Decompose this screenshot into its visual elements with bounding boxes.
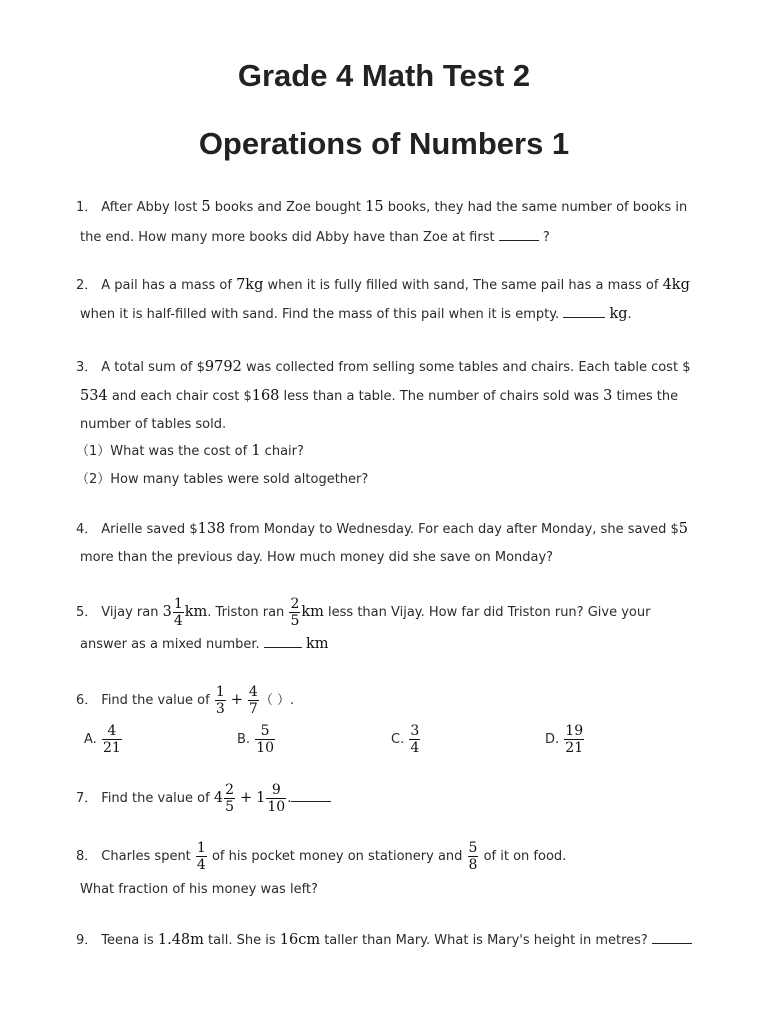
math-value: 9792 — [204, 359, 242, 375]
page-title: Grade 4 Math Test 2 — [237, 58, 531, 93]
fraction — [409, 723, 420, 756]
math-value: 168 — [251, 388, 280, 404]
math-unit: km — [301, 604, 324, 620]
text: when it is fully filled with sand, The same pail has a mass of — [263, 278, 663, 293]
option-label: B. — [237, 732, 251, 747]
text: After Abby lost — [101, 200, 202, 215]
question-8-line-1 — [76, 839, 566, 875]
option-c[interactable] — [391, 722, 421, 758]
question-number: 5． — [76, 605, 98, 620]
fraction — [564, 723, 584, 756]
answer-blank[interactable] — [652, 931, 692, 944]
question-2-line-2 — [80, 305, 632, 323]
text: and each chair cost — [107, 389, 244, 404]
denominator: 4 — [410, 740, 420, 756]
fraction — [255, 723, 275, 756]
denominator: 21 — [565, 740, 584, 756]
fraction — [173, 596, 184, 629]
question-number: 9． — [76, 933, 98, 948]
math-value: 4kg — [662, 277, 690, 293]
text: Find the value of — [101, 791, 214, 806]
text: of his pocket money on stationery and — [207, 849, 467, 864]
fraction — [468, 840, 479, 873]
answer-blank[interactable] — [264, 635, 302, 648]
text: Vijay ran — [101, 605, 163, 620]
numerator: 5 — [255, 723, 275, 740]
denominator: 21 — [102, 740, 121, 756]
question-8-line-2 — [80, 881, 318, 899]
math-value: 3 — [162, 604, 172, 620]
fraction — [102, 723, 122, 756]
currency-symbol: $ — [196, 360, 205, 375]
text: from Monday to Wednesday. For each day after Monday, she saved — [225, 522, 671, 537]
math-value: 5 — [678, 521, 689, 537]
numerator: 2 — [225, 782, 234, 798]
text: books and Zoe bought — [210, 200, 366, 215]
question-number: 7． — [76, 791, 98, 806]
text: （2）How many tables were sold altogether? — [76, 472, 369, 487]
answer-blank[interactable] — [291, 789, 331, 802]
question-6-options — [84, 722, 684, 758]
numerator: 19 — [565, 723, 584, 739]
question-1-line-2 — [80, 228, 550, 246]
math-value: 7kg — [236, 277, 264, 293]
option-label: A. — [84, 732, 97, 747]
question-3-part-2 — [76, 471, 368, 489]
text: the end. How many more books did Abby have than Zoe at first — [80, 230, 499, 245]
fraction — [266, 782, 286, 815]
text: was collected from selling some tables and chairs. Each table cost — [241, 360, 683, 375]
fraction — [289, 596, 300, 629]
numerator: 1 — [196, 840, 206, 856]
denominator: 10 — [267, 799, 286, 815]
text: books, they had the same number of books in — [383, 200, 688, 215]
text: Arielle saved — [101, 522, 190, 537]
question-number: 8． — [76, 849, 98, 864]
math-operator: + — [230, 692, 243, 708]
text: . — [287, 791, 292, 806]
fraction — [224, 782, 235, 815]
text: （1）What was the cost of — [76, 444, 252, 459]
option-label: D. — [545, 732, 560, 747]
answer-blank[interactable] — [563, 305, 605, 318]
question-number: 6． — [76, 693, 98, 708]
text: What fraction of his money was left? — [80, 882, 318, 897]
text: number of tables sold. — [80, 417, 227, 432]
denominator: 8 — [468, 857, 478, 873]
numerator: 4 — [102, 723, 122, 740]
math-value: 534 — [80, 388, 108, 404]
math-value: 5 — [201, 199, 211, 215]
numerator: 3 — [410, 723, 420, 739]
math-value: 138 — [197, 521, 226, 537]
math-value: 3 — [603, 388, 613, 404]
currency-symbol: $ — [189, 522, 198, 537]
question-number: 2． — [76, 278, 98, 293]
denominator: 10 — [256, 740, 275, 756]
fraction — [196, 840, 207, 873]
text: chair? — [260, 444, 304, 459]
denominator: 5 — [290, 613, 300, 629]
text: when it is half-filled with sand. Find the mass of this pail when it is empty. — [80, 307, 564, 322]
question-5-line-1 — [76, 594, 650, 630]
question-4-line-1 — [76, 520, 688, 538]
question-3-line-3 — [80, 416, 226, 434]
text: times the — [612, 389, 679, 404]
text: less than a table. The number of chairs sold was — [279, 389, 604, 404]
denominator: 5 — [225, 799, 234, 815]
math-value: 16cm — [279, 932, 321, 948]
fraction — [215, 684, 226, 717]
question-7-line-1 — [76, 780, 331, 816]
option-b[interactable] — [237, 722, 276, 758]
text: ? — [538, 230, 550, 245]
text: more than the previous day. How much money did she save on Monday? — [80, 550, 554, 565]
page-subtitle: Operations of Numbers 1 — [198, 126, 570, 161]
numerator: 2 — [290, 596, 300, 612]
text: A pail has a mass of — [101, 278, 237, 293]
question-1-line-1 — [76, 198, 687, 216]
question-number: 4． — [76, 522, 98, 537]
question-3-line-2 — [80, 387, 678, 405]
denominator: 3 — [215, 701, 225, 717]
text: of it on food. — [479, 849, 567, 864]
math-value: 1.48m — [157, 932, 204, 948]
option-d[interactable] — [545, 722, 585, 758]
numerator: 1 — [215, 684, 225, 700]
text: less than Vijay. How far did Triston run? Give your — [323, 605, 651, 620]
denominator: 7 — [248, 701, 258, 717]
option-a[interactable] — [84, 722, 123, 758]
text: Find the value of — [101, 693, 214, 708]
numerator: 4 — [248, 684, 258, 700]
text: tall. She is — [203, 933, 280, 948]
question-6-line-1 — [76, 682, 294, 718]
numerator: 5 — [468, 840, 478, 856]
text: answer as a mixed number. — [80, 637, 264, 652]
question-number: 1． — [76, 200, 98, 215]
text: Teena is — [101, 933, 158, 948]
numerator: 1 — [173, 596, 183, 612]
question-3-line-1 — [76, 358, 690, 376]
text: （ ）. — [259, 693, 295, 708]
math-unit: km — [305, 636, 329, 652]
numerator: 9 — [266, 782, 286, 799]
question-9-line-1 — [76, 931, 692, 949]
denominator: 4 — [196, 857, 206, 873]
math-unit: kg — [609, 306, 628, 322]
math-value: 4 — [213, 790, 224, 806]
currency-symbol: $ — [243, 389, 252, 404]
question-4-line-2 — [80, 549, 553, 567]
text: . Triston ran — [207, 605, 289, 620]
fraction — [248, 684, 259, 717]
question-5-line-2 — [80, 635, 329, 653]
currency-symbol: $ — [682, 360, 691, 375]
math-value: 15 — [365, 199, 384, 215]
text: A total sum of — [101, 360, 197, 375]
question-3-part-1 — [76, 442, 304, 460]
denominator: 4 — [173, 613, 183, 629]
text: taller than Mary. What is Mary's height in metres? — [320, 933, 652, 948]
math-value: 1 — [251, 443, 261, 459]
question-2-line-1 — [76, 276, 690, 294]
question-number: 3． — [76, 360, 98, 375]
text: Charles spent — [101, 849, 195, 864]
math-value: 1 — [256, 790, 266, 806]
math-operator: + — [239, 790, 253, 806]
currency-symbol: $ — [670, 522, 679, 537]
option-label: C. — [391, 732, 405, 747]
text: . — [627, 307, 632, 322]
answer-blank[interactable] — [499, 228, 539, 241]
math-unit: km — [184, 604, 208, 620]
